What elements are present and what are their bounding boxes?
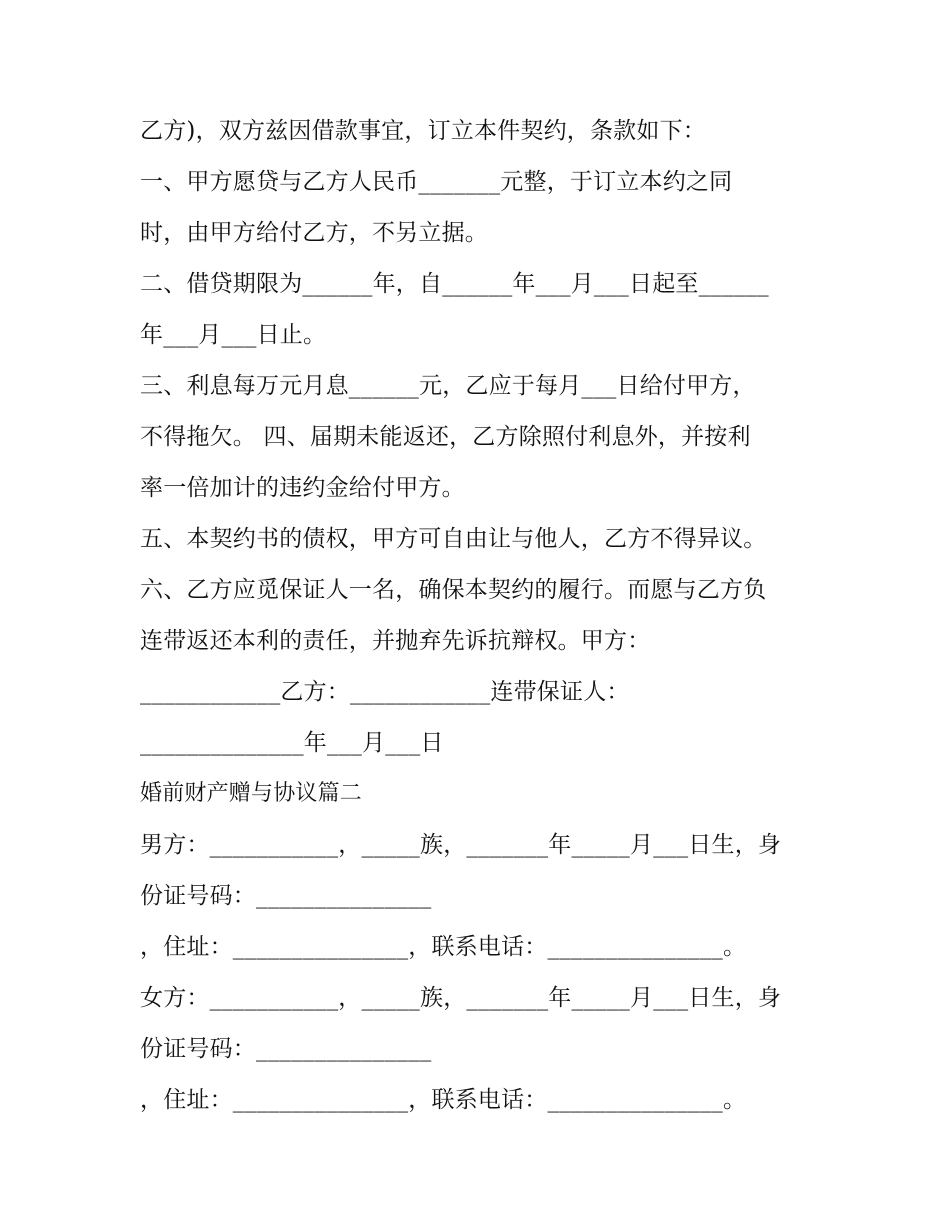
text-line-female-party: 女方：___________，_____族，_______年_____月___日生，身	[140, 985, 782, 1011]
text-line-date: ______________年___月___日	[140, 730, 444, 756]
text-line-clause-6: 六、乙方应觅保证人一名，确保本契约的履行。而愿与乙方负	[140, 577, 767, 603]
text-line-clause-5: 五、本契约书的债权，甲方可自由让与他人，乙方不得异议。	[140, 526, 767, 552]
text-line-female-id: 份证号码：_______________	[140, 1036, 432, 1062]
section-heading: 婚前财产赠与协议篇二	[140, 781, 363, 806]
document-body	[140, 109, 820, 1129]
text-line-clause-1-cont: 时，由甲方给付乙方，不另立据。	[140, 220, 488, 246]
text-line-male-id: 份证号码：_______________	[140, 883, 432, 909]
text-line-clause-3-4: 不得拖欠。 四、届期未能返还，乙方除照付利息外，并按利	[140, 424, 751, 450]
text-line-male-party: 男方：___________，_____族，_______年_____月___日生，身	[140, 832, 782, 858]
text-line-female-address: ，住址：_______________，联系电话：_______________。	[140, 1087, 747, 1113]
text-line-clause-2-cont: 年___月___日止。	[140, 322, 327, 348]
text-line-male-address: ，住址：_______________，联系电话：_______________。	[140, 934, 747, 960]
text-line-clause-3: 三、利息每万元月息______元，乙应于每月___日给付甲方，	[140, 373, 756, 399]
text-line-clause-1: 一、甲方愿贷与乙方人民币_______元整，于订立本约之同	[140, 169, 733, 195]
text-line-clause-4-cont: 率一倍加计的违约金给付甲方。	[140, 475, 465, 501]
text-line-parties-intro: 乙方)，双方兹因借款事宜，订立本件契约，条款如下：	[140, 118, 706, 144]
text-line-signatures: ____________乙方：____________连带保证人：	[140, 679, 630, 705]
text-line-clause-2: 二、借贷期限为______年，自______年___月___日起至______	[140, 271, 769, 297]
text-line-clause-6-cont: 连带返还本利的责任，并抛弃先诉抗辩权。甲方：	[140, 628, 651, 654]
